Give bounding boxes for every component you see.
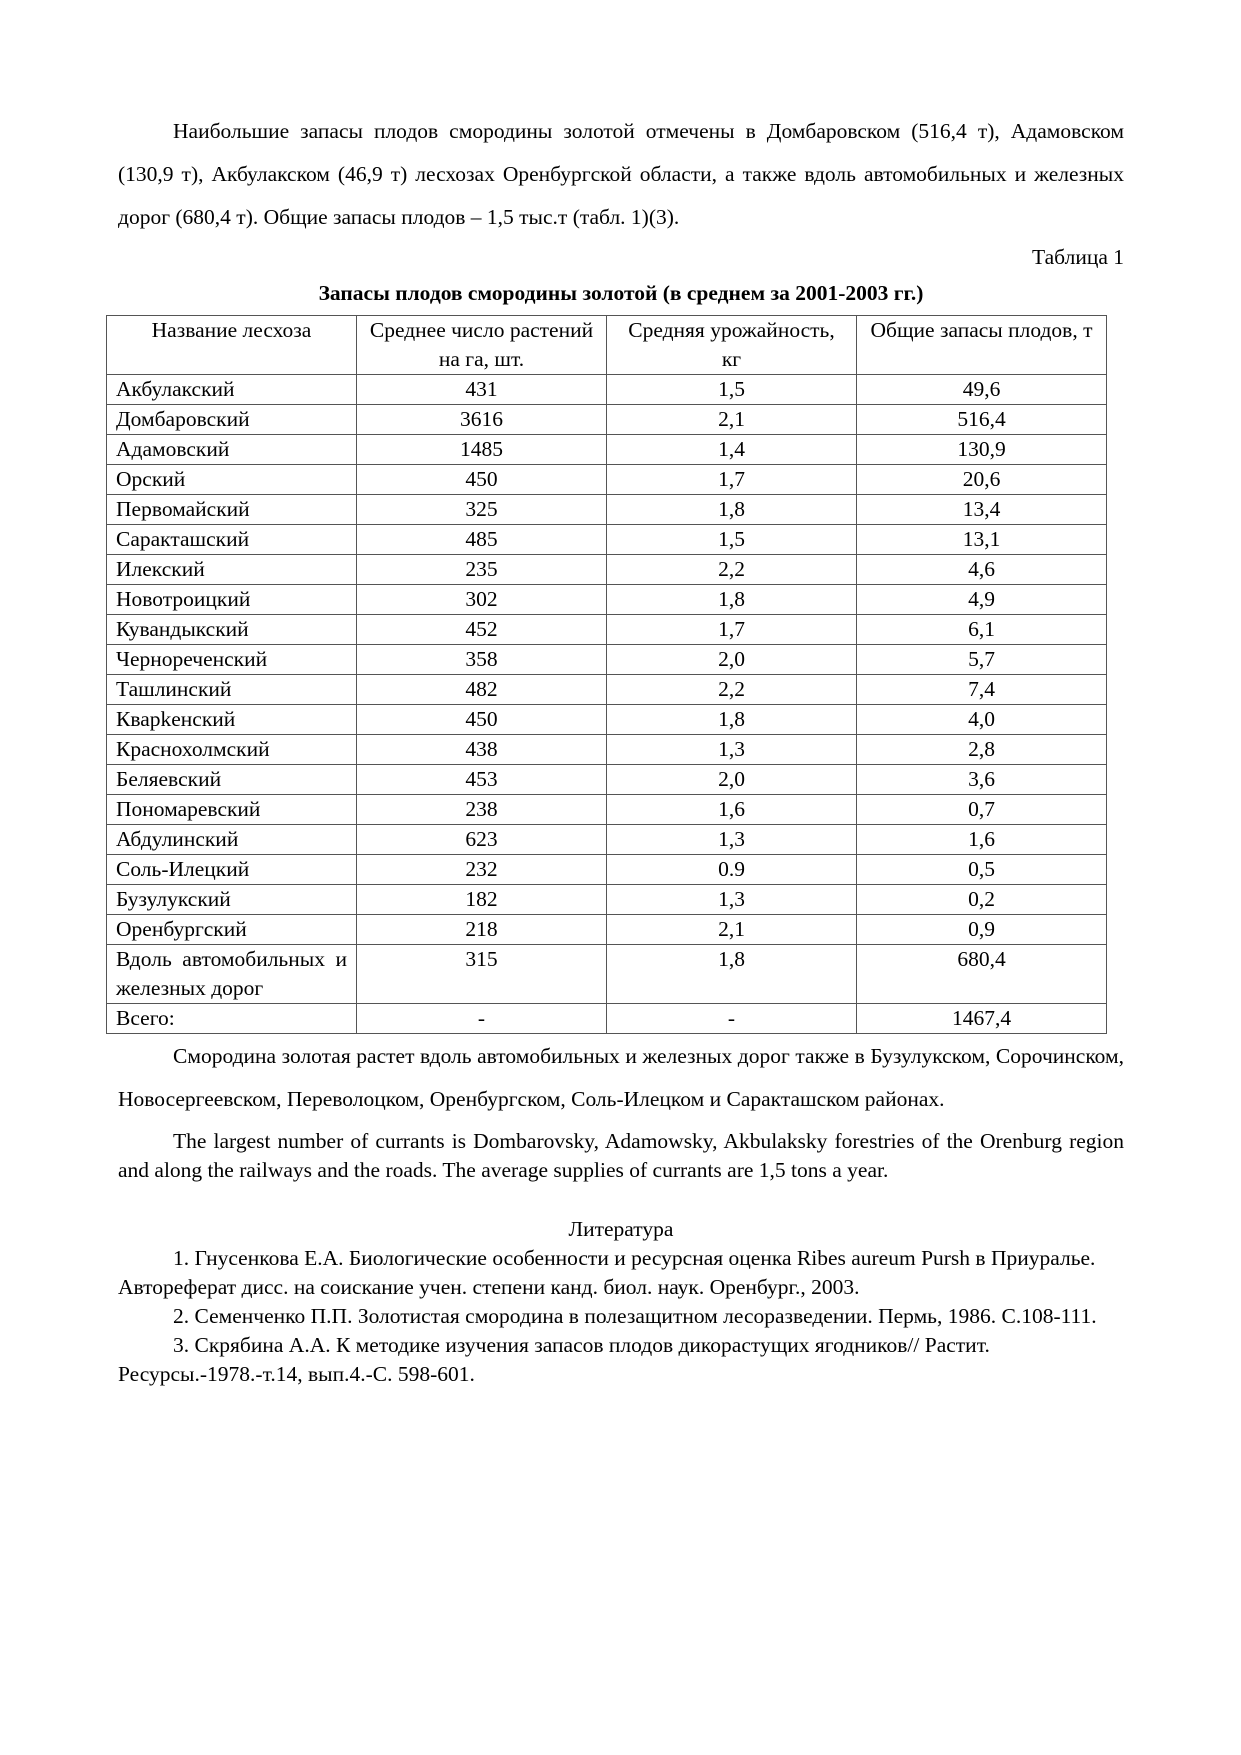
cell-plants-per-ha: 485 <box>357 525 607 555</box>
cell-total-reserves: 4,9 <box>857 585 1107 615</box>
cell-total-reserves: 4,0 <box>857 705 1107 735</box>
cell-avg-yield: 1,3 <box>607 735 857 765</box>
cell-total-reserves: 0,2 <box>857 885 1107 915</box>
cell-plants-per-ha: 452 <box>357 615 607 645</box>
cell-plants-per-ha: 315 <box>357 945 607 1004</box>
cell-avg-yield: 1,5 <box>607 525 857 555</box>
cell-total-reserves: 7,4 <box>857 675 1107 705</box>
table-label: Таблица 1 <box>1032 245 1124 269</box>
table-row <box>107 405 1107 435</box>
english-paragraph: The largest number of currants is Dombarovsky, Adamowsky, Akbulaksky forestries of the Orenburg region and along the railways and the roads. The average supplies of currants are 1,5 tons a year. <box>118 1129 1124 1182</box>
cell-forestry-name: Всего: <box>107 1004 357 1034</box>
cell-plants-per-ha: 482 <box>357 675 607 705</box>
cell-forestry-name: Оренбургский <box>107 915 357 945</box>
cell-avg-yield: 1,7 <box>607 615 857 645</box>
table-row <box>107 585 1107 615</box>
cell-forestry-name: Пономаревский <box>107 795 357 825</box>
cell-plants-per-ha: 450 <box>357 465 607 495</box>
cell-avg-yield: 1,8 <box>607 495 857 525</box>
cell-forestry-name: Кварkенский <box>107 705 357 735</box>
literature-title: Литература <box>568 1217 674 1241</box>
table-row <box>107 825 1107 855</box>
cell-plants-per-ha: 218 <box>357 915 607 945</box>
cell-avg-yield: - <box>607 1004 857 1034</box>
after-table-paragraph: Смородина золотая растет вдоль автомобильных и железных дорог также в Бузулукском, Сорочинском, Новосергеевском, Переволоцком, Оренбургском, Соль-Илецком и Саракташском районах. <box>118 1044 1124 1111</box>
cell-avg-yield: 2,2 <box>607 555 857 585</box>
cell-avg-yield: 1,3 <box>607 885 857 915</box>
header-plants-per-ha: Среднее число растений на га, шт. <box>357 316 607 375</box>
table-row <box>107 915 1107 945</box>
table-row <box>107 435 1107 465</box>
cell-avg-yield: 1,6 <box>607 795 857 825</box>
cell-forestry-name: Соль-Илецкий <box>107 855 357 885</box>
cell-total-reserves: 130,9 <box>857 435 1107 465</box>
header-avg-yield: Средняя урожайность, кг <box>607 316 857 375</box>
cell-plants-per-ha: 238 <box>357 795 607 825</box>
table-row <box>107 855 1107 885</box>
cell-forestry-name: Акбулакский <box>107 375 357 405</box>
cell-total-reserves: 13,1 <box>857 525 1107 555</box>
cell-avg-yield: 2,0 <box>607 765 857 795</box>
cell-avg-yield: 1,3 <box>607 825 857 855</box>
document-page <box>118 110 1124 1389</box>
table-row <box>107 555 1107 585</box>
reference-item: 3. Скрябина А.А. К методике изучения запасов плодов дикорастущих ягодников// Растит. Ресурсы.-1978.-т.14, вып.4.-С. 598-601. <box>118 1333 990 1386</box>
cell-avg-yield: 2,0 <box>607 645 857 675</box>
cell-forestry-name: Орский <box>107 465 357 495</box>
cell-total-reserves: 0,5 <box>857 855 1107 885</box>
cell-total-reserves: 5,7 <box>857 645 1107 675</box>
cell-forestry-name: Чернореченский <box>107 645 357 675</box>
cell-plants-per-ha: 453 <box>357 765 607 795</box>
cell-plants-per-ha: 235 <box>357 555 607 585</box>
cell-total-reserves: 1467,4 <box>857 1004 1107 1034</box>
table-row <box>107 495 1107 525</box>
cell-plants-per-ha: 325 <box>357 495 607 525</box>
cell-plants-per-ha: 623 <box>357 825 607 855</box>
reference-item: 1. Гнусенкова Е.А. Биологические особенности и ресурсная оценка Ribes aureum Pursh в Приуралье. Автореферат дисс. на соискание учен. степени канд. биол. наук. Оренбург., 2003. <box>118 1246 1096 1299</box>
table-row <box>107 1004 1107 1034</box>
cell-forestry-name: Абдулинский <box>107 825 357 855</box>
table-row <box>107 525 1107 555</box>
cell-forestry-name: Илекский <box>107 555 357 585</box>
table-row <box>107 765 1107 795</box>
cell-plants-per-ha: 3616 <box>357 405 607 435</box>
header-forestry-name: Название лесхоза <box>107 316 357 375</box>
table-row <box>107 615 1107 645</box>
cell-avg-yield: 0.9 <box>607 855 857 885</box>
cell-forestry-name: Вдоль автомобильных и железных дорог <box>107 945 357 1004</box>
cell-total-reserves: 49,6 <box>857 375 1107 405</box>
cell-forestry-name: Домбаровский <box>107 405 357 435</box>
cell-avg-yield: 1,7 <box>607 465 857 495</box>
cell-total-reserves: 3,6 <box>857 765 1107 795</box>
table-header-row <box>107 316 1107 375</box>
table-row <box>107 645 1107 675</box>
cell-plants-per-ha: - <box>357 1004 607 1034</box>
table-row <box>107 945 1107 1004</box>
cell-avg-yield: 1,8 <box>607 705 857 735</box>
cell-forestry-name: Саракташский <box>107 525 357 555</box>
cell-plants-per-ha: 182 <box>357 885 607 915</box>
cell-plants-per-ha: 1485 <box>357 435 607 465</box>
cell-plants-per-ha: 450 <box>357 705 607 735</box>
cell-plants-per-ha: 431 <box>357 375 607 405</box>
cell-avg-yield: 2,1 <box>607 405 857 435</box>
cell-plants-per-ha: 302 <box>357 585 607 615</box>
table-row <box>107 735 1107 765</box>
cell-total-reserves: 516,4 <box>857 405 1107 435</box>
cell-total-reserves: 2,8 <box>857 735 1107 765</box>
cell-avg-yield: 1,4 <box>607 435 857 465</box>
table-row <box>107 375 1107 405</box>
cell-total-reserves: 13,4 <box>857 495 1107 525</box>
cell-forestry-name: Адамовский <box>107 435 357 465</box>
cell-total-reserves: 4,6 <box>857 555 1107 585</box>
intro-paragraph: Наибольшие запасы плодов смородины золотой отмечены в Домбаровском (516,4 т), Адамовском (130,9 т), Акбулакском (46,9 т) лесхозах Оренбургской области, а также вдоль автомобильных и железных дорог (680,4 т). Общие запасы плодов – 1,5 тыс.т (табл. 1)(3). <box>118 119 1124 229</box>
cell-forestry-name: Ташлинский <box>107 675 357 705</box>
table-row <box>107 705 1107 735</box>
cell-avg-yield: 1,8 <box>607 945 857 1004</box>
cell-plants-per-ha: 438 <box>357 735 607 765</box>
cell-forestry-name: Первомайский <box>107 495 357 525</box>
cell-total-reserves: 680,4 <box>857 945 1107 1004</box>
cell-avg-yield: 2,1 <box>607 915 857 945</box>
cell-avg-yield: 1,8 <box>607 585 857 615</box>
reserves-table <box>106 315 1107 1034</box>
cell-plants-per-ha: 358 <box>357 645 607 675</box>
table-row <box>107 795 1107 825</box>
table-row <box>107 885 1107 915</box>
cell-avg-yield: 1,5 <box>607 375 857 405</box>
header-total-reserves: Общие запасы плодов, т <box>857 316 1107 375</box>
cell-avg-yield: 2,2 <box>607 675 857 705</box>
cell-total-reserves: 0,7 <box>857 795 1107 825</box>
cell-forestry-name: Кувандыкский <box>107 615 357 645</box>
cell-total-reserves: 0,9 <box>857 915 1107 945</box>
table-row <box>107 465 1107 495</box>
reference-item: 2. Семенченко П.П. Золотистая смородина в полезащитном лесоразведении. Пермь, 1986. С.108-111. <box>173 1304 1097 1328</box>
table-row <box>107 675 1107 705</box>
cell-forestry-name: Новотроицкий <box>107 585 357 615</box>
cell-forestry-name: Бузулукский <box>107 885 357 915</box>
cell-forestry-name: Беляевский <box>107 765 357 795</box>
cell-forestry-name: Краснохолмский <box>107 735 357 765</box>
cell-total-reserves: 6,1 <box>857 615 1107 645</box>
cell-total-reserves: 1,6 <box>857 825 1107 855</box>
cell-plants-per-ha: 232 <box>357 855 607 885</box>
table-caption: Запасы плодов смородины золотой (в среднем за 2001-2003 гг.) <box>318 281 924 305</box>
cell-total-reserves: 20,6 <box>857 465 1107 495</box>
